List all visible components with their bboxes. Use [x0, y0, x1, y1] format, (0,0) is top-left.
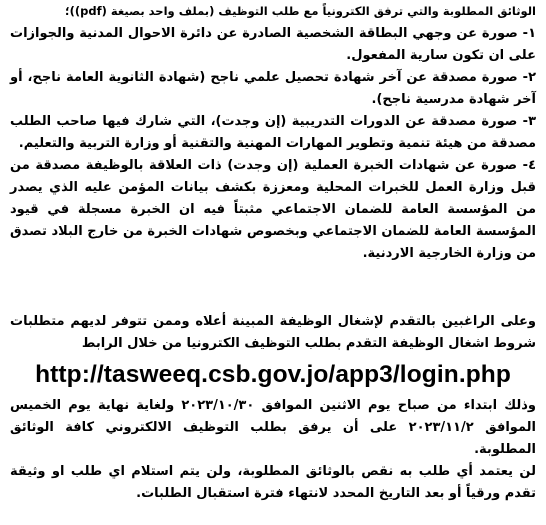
- list-item: ٤- صورة عن شهادات الخبرة العملية (إن وجدت) ذات العلاقة بالوظيفة مصدقة من قبل وزارة العمل للخبرات المحلية ومعززة بكشف بيانات المؤمن عليه الذي يصدر من المؤسسة العامة للضمان الاجتماعي مثبتاً فيه ان الخبرة مسجلة في قيود المؤسسة العامة للضمان الاجتماعي وبخصوص شهادات الخبرة من خارج البلاد تصدق من وزارة الخارجية الاردنية.: [10, 158, 536, 261]
- required-documents-list: [10, 23, 536, 265]
- document-title: الوثائق المطلوبة والتي ترفق الكترونياً مع طلب التوظيف (بملف واحد بصيغة (pdf))؛: [65, 4, 536, 18]
- application-invitation: وعلى الراغبين بالتقدم لإشغال الوظيفة المبينة أعلاه وممن تتوفر لديهم متطلبات شروط اشغال الوظيفة التقدم بطلب التوظيف الكترونيا من خلال الرابط: [10, 314, 536, 351]
- list-item: ٣- صورة مصدقة عن الدورات التدريبية (إن وجدت)، التي شارك فيها صاحب الطلب مصدقة من هيئة تنمية وتطوير المهارات المهنية والتقنية أو وزارة التربية والتعليم.: [10, 114, 536, 151]
- list-item: ١- صورة عن وجهي البطاقة الشخصية الصادرة عن دائرة الاحوال المدنية والجوازات على ان تكون سارية المفعول.: [10, 26, 536, 63]
- application-link[interactable]: http://tasweeq.csb.gov.jo/app3/login.php: [35, 361, 511, 388]
- rejection-notice: لن يعتمد أي طلب به نقص بالوثائق المطلوبة، ولن يتم استلام اي طلب او وثيقة تقدم ورقياً أو بعد التاريخ المحدد لانتهاء فترة استقبال الطلبات.: [10, 464, 536, 501]
- list-item: ٢- صورة مصدقة عن آخر شهادة تحصيل علمي ناجح (شهادة الثانوية العامة ناجح، أو آخر شهادة مدرسية ناجح).: [10, 70, 536, 107]
- application-period: وذلك ابتداء من صباح يوم الاثنين الموافق ٢٠٢٣/١٠/٣٠ ولغاية نهاية يوم الخميس الموافق ٢٠٢٣/١١/٢ على أن يرفق بطلب التوظيف الالكتروني كافة الوثائق المطلوبة.: [10, 398, 536, 457]
- section-divider-space: [10, 265, 536, 311]
